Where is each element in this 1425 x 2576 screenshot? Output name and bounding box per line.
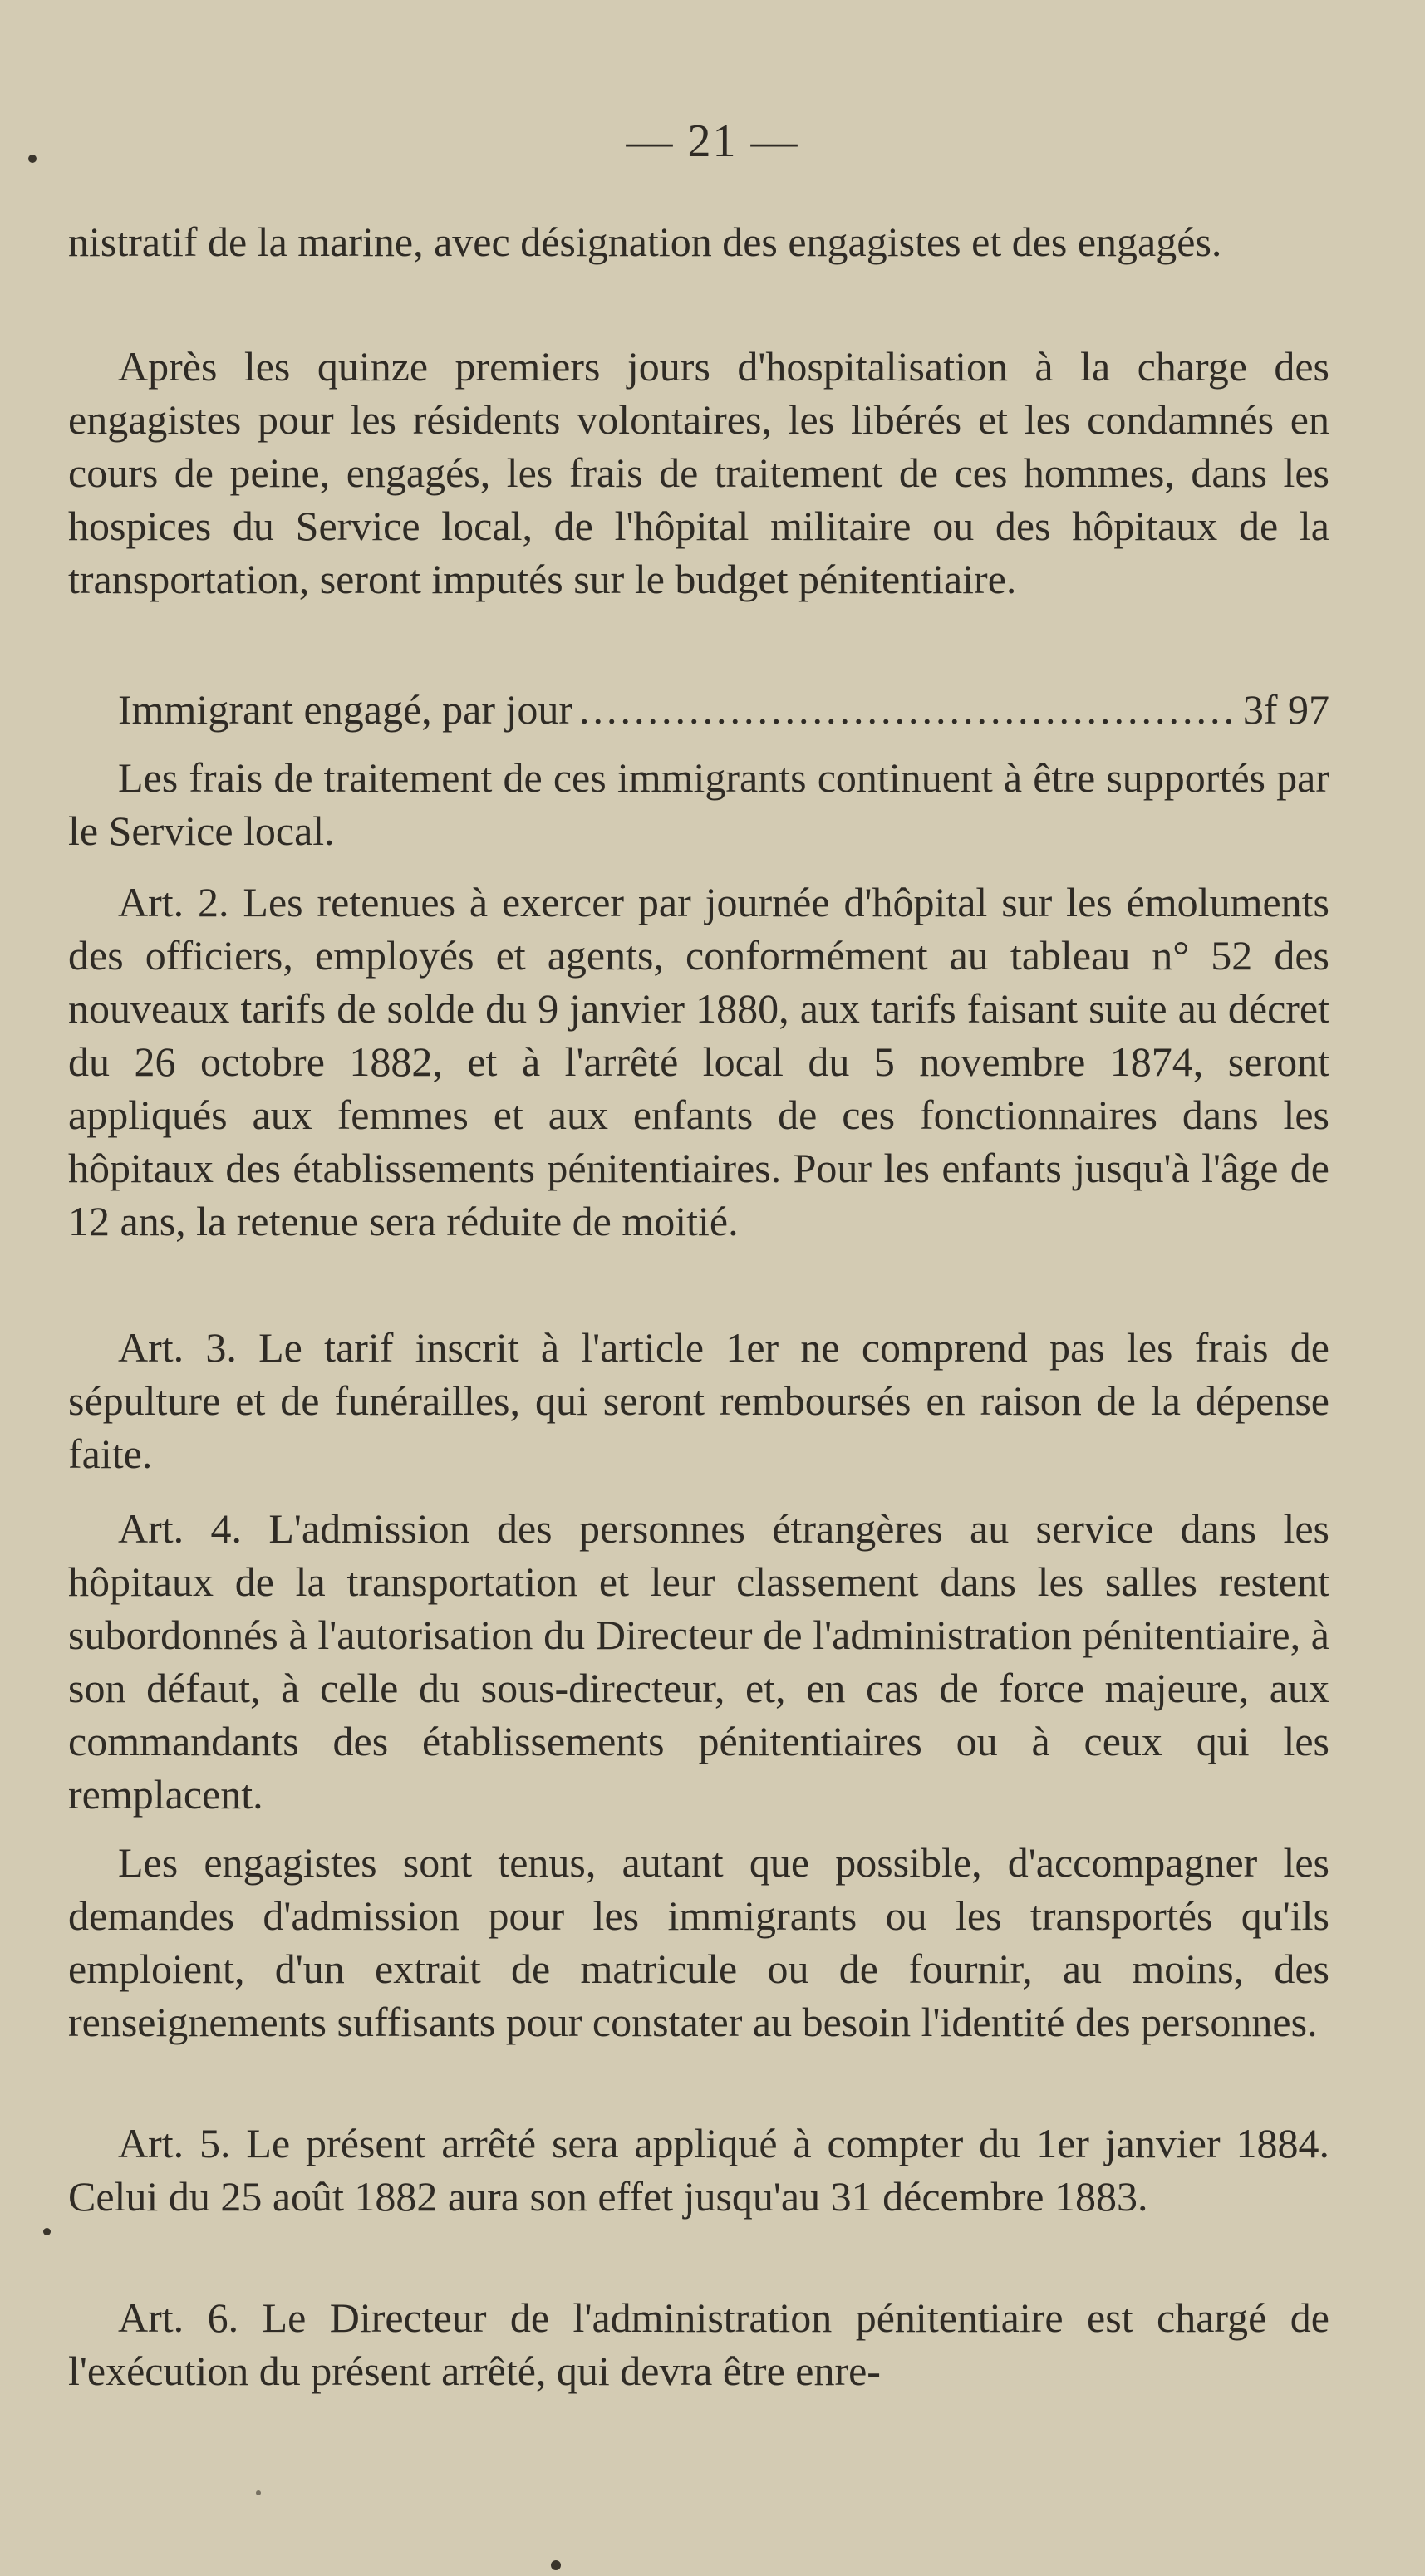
paper-speck <box>43 2228 51 2235</box>
paragraph: Art. 6. Le Directeur de l'administration pénitentiaire est chargé de l'exécution du présent arrêté, qui devra être enre- <box>68 2294 1329 2394</box>
page-number: — 21 — <box>626 115 799 167</box>
paragraph-hospitalisation <box>68 340 1329 606</box>
paragraph: Les engagistes sont tenus, autant que possible, d'accompagner les demandes d'admission pour les immigrants ou les transportés qu'ils emploient, d'un extrait de matricule ou de fournir, au moins, des renseignements suffisants pour constater au besoin l'identité des personnes. <box>68 1839 1329 2045</box>
paper-speck <box>256 2490 261 2495</box>
rate-line <box>118 683 1329 736</box>
dot-leader <box>579 683 1236 736</box>
paragraph-art-3 <box>68 1321 1329 1480</box>
paragraph: Après les quinze premiers jours d'hospitalisation à la charge des engagistes pour les résidents volontaires, les libérés et les condamnés en cours de peine, engagés, les frais de traitement de ces hommes, dans les hospices du Service local, de l'hôpital militaire ou des hôpitaux de la transportation, seront imputés sur le budget pénitentiaire. <box>68 343 1329 602</box>
paragraph: Art. 2. Les retenues à exercer par journée d'hôpital sur les émoluments des officiers, employés et agents, conformément au tableau n° 52 des nouveaux tarifs de solde du 9 janvier 1880, aux tarifs faisant suite au décret du 26 octobre 1882, et à l'arrêté local du 5 novembre 1874, seront appliqués aux femmes et aux enfants de ces fonctionnaires dans les hôpitaux des établissements pénitentiaires. Pour les enfants jusqu'à l'âge de 12 ans, la retenue sera réduite de moitié. <box>68 879 1329 1244</box>
rate-label: Immigrant engagé, par jour <box>118 686 573 733</box>
paragraph-art-5 <box>68 2117 1329 2223</box>
rate-amount: 3f 97 <box>1242 686 1329 733</box>
paragraph: Art. 5. Le présent arrêté sera appliqué à compter du 1er janvier 1884. Celui du 25 août 1882 aura son effet jusqu'au 31 décembre 1883. <box>68 2120 1329 2220</box>
paper-speck <box>551 2560 561 2570</box>
paragraph: Art. 3. Le tarif inscrit à l'article 1er ne comprend pas les frais de sépulture et de funérailles, qui seront remboursés en raison de la dépense faite. <box>68 1324 1329 1477</box>
paragraph: Art. 4. L'admission des personnes étrangères au service dans les hôpitaux de la transportation et leur classement dans les salles restent subordonnés à l'autorisation du Directeur de l'administration pénitentiaire, à son défaut, à celle du sous-directeur, et, en cas de force majeure, aux commandants des établissements pénitentiaires ou à ceux qui les remplacent. <box>68 1505 1329 1818</box>
paragraph-continuation <box>68 215 1329 268</box>
paper-speck <box>28 155 37 163</box>
paragraph-art-6 <box>68 2291 1329 2397</box>
paragraph-art-4 <box>68 1502 1329 1821</box>
paragraph-art-2 <box>68 876 1329 1248</box>
paragraph: Les frais de traitement de ces immigrants continuent à être supportés par le Service local. <box>68 754 1329 854</box>
paragraph-immigrants <box>68 751 1329 857</box>
paragraph-engagistes <box>68 1836 1329 2049</box>
paragraph: nistratif de la marine, avec désignation des engagistes et des engagés. <box>68 218 1222 265</box>
